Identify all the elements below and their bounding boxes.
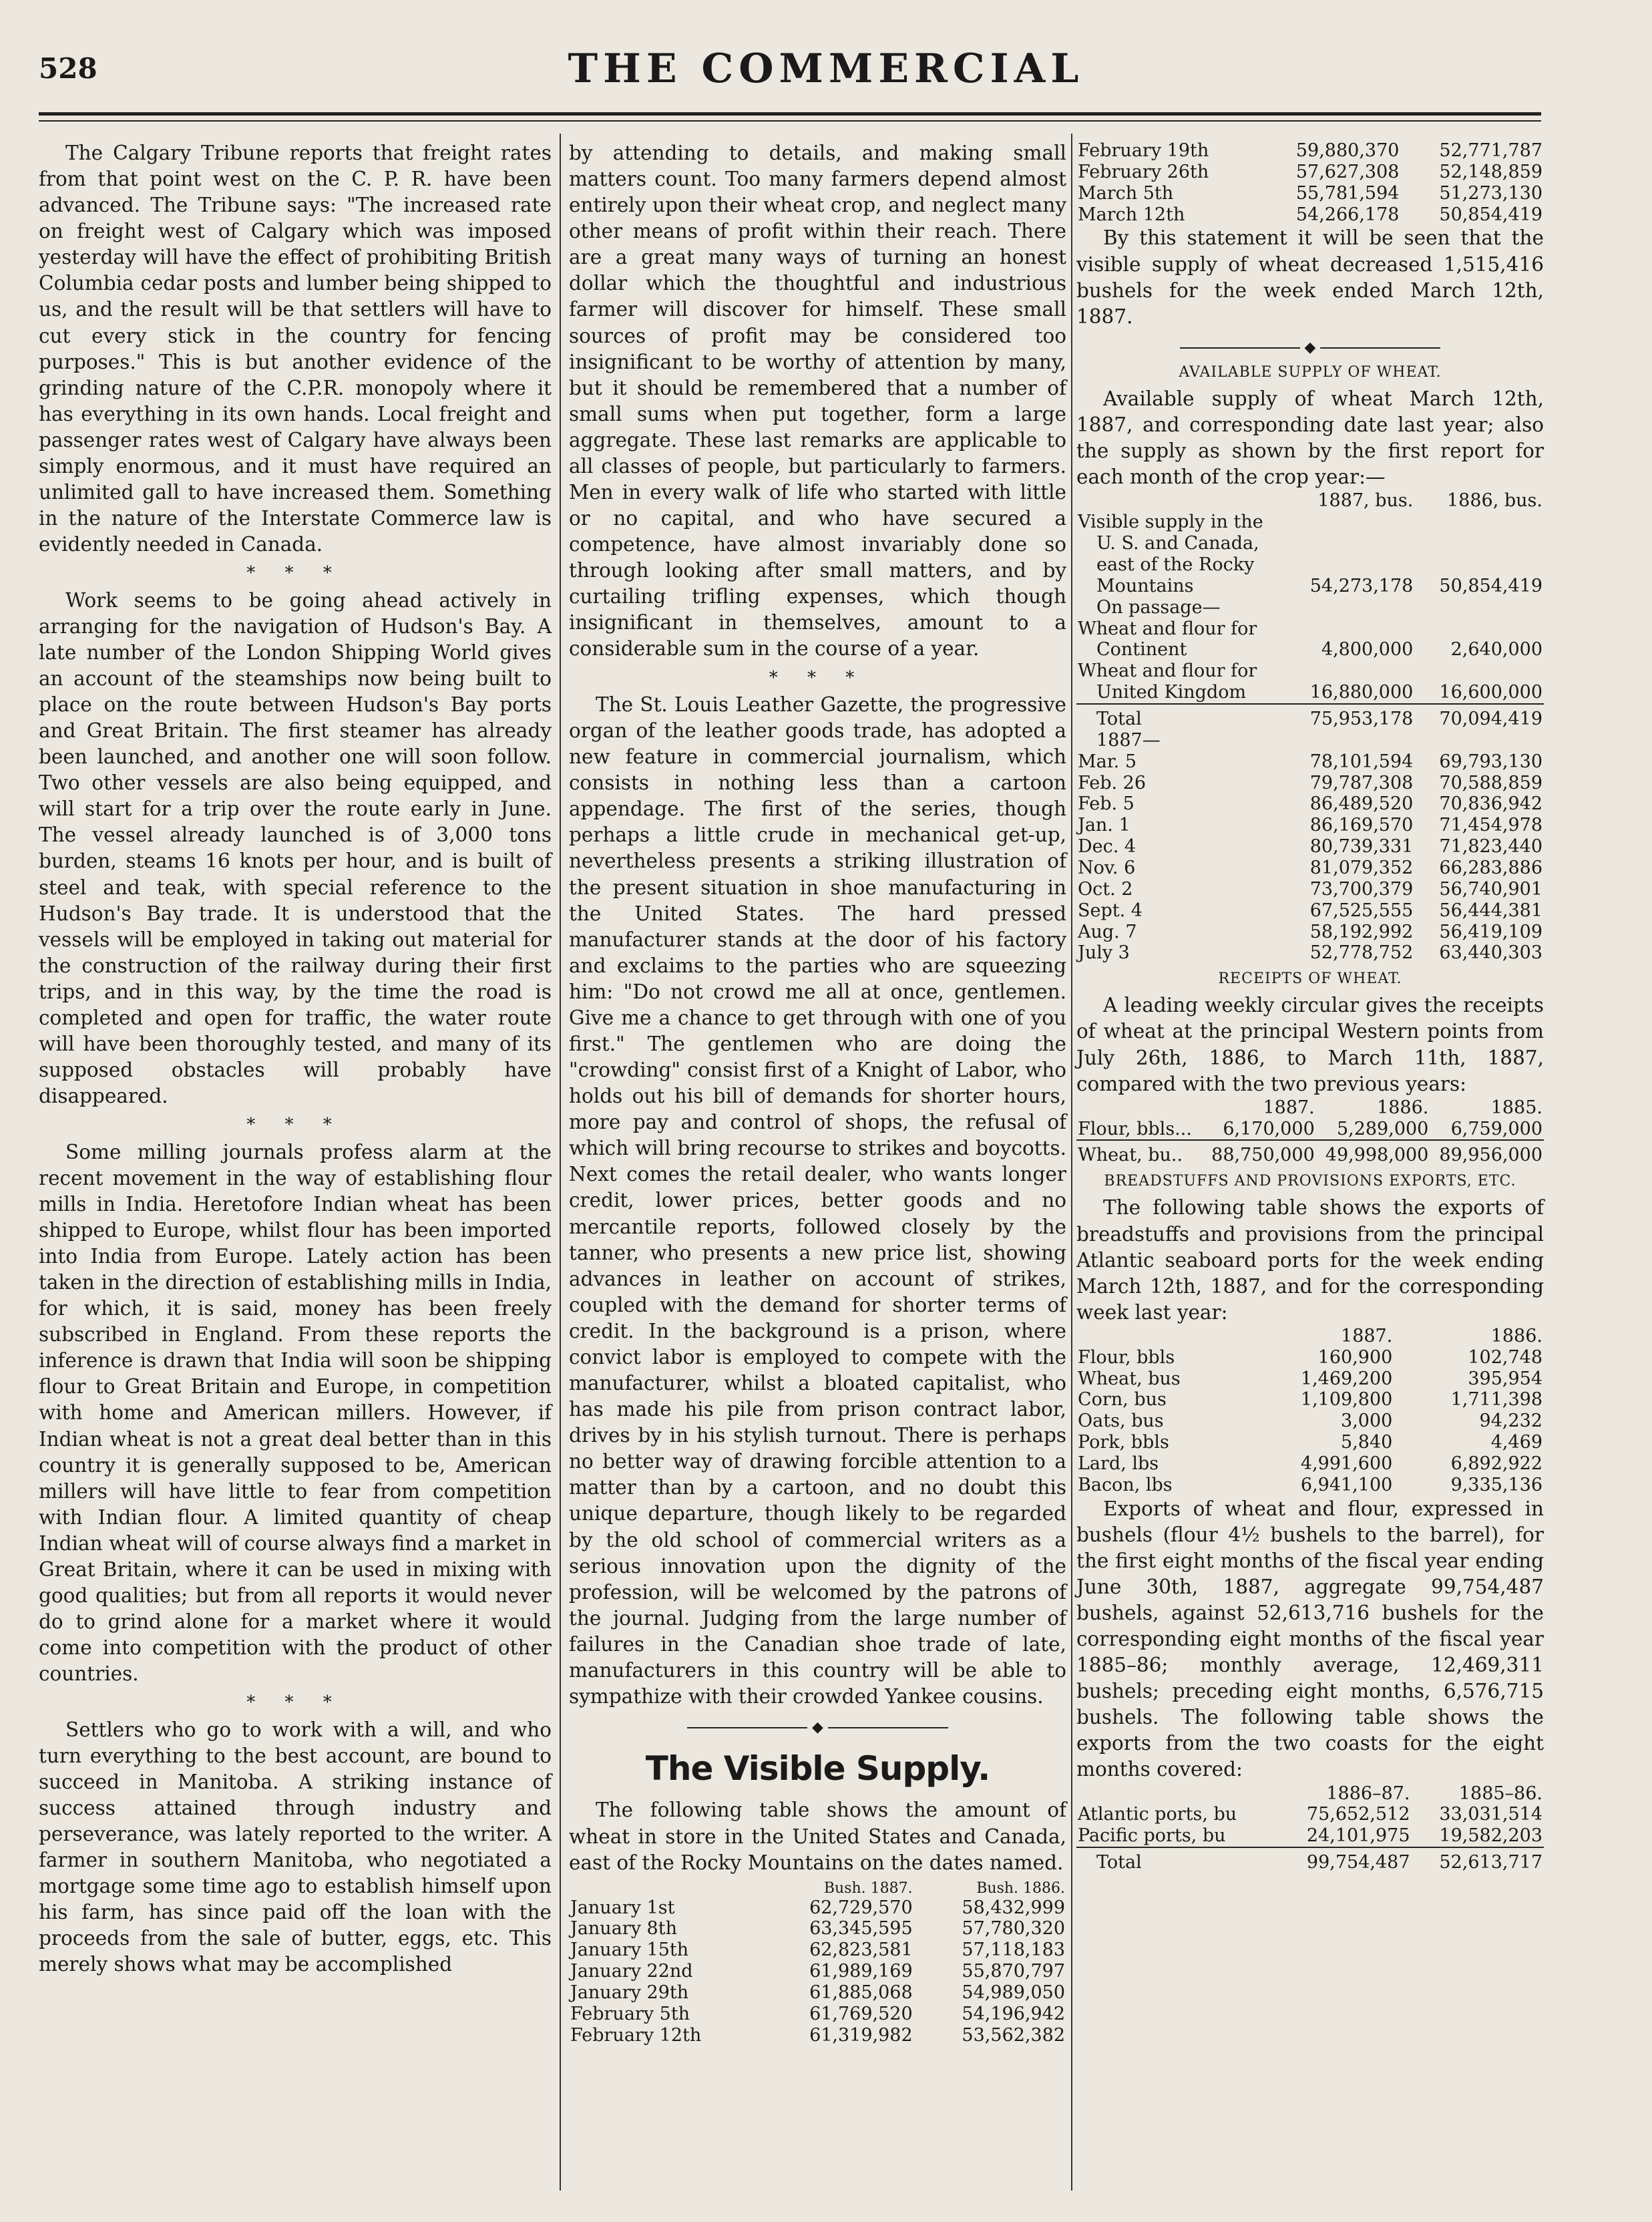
available-supply-table	[1076, 490, 1544, 964]
exports-table	[1076, 1326, 1544, 1496]
table-row	[1076, 879, 1544, 900]
table-row	[1076, 1804, 1544, 1825]
cell-value: 54,266,178	[1295, 204, 1400, 225]
cell-value: 75,652,512	[1306, 1804, 1410, 1825]
column-header: 1886.	[1490, 1325, 1542, 1346]
row-label: Visible supply in the	[1078, 512, 1263, 533]
row-label: Wheat and flour for	[1078, 661, 1257, 682]
cell-value: 66,283,886	[1439, 857, 1542, 878]
row-label: Continent	[1096, 639, 1187, 661]
row-label: February 19th	[1078, 140, 1209, 161]
table-row	[1076, 1453, 1544, 1475]
row-label: Mar. 5	[1078, 751, 1137, 772]
cell-value: 1,711,398	[1450, 1389, 1542, 1411]
table-row	[1076, 858, 1544, 879]
table-row	[1076, 1825, 1544, 1847]
cell-value: 61,769,520	[809, 2003, 913, 2024]
cell-value: 62,729,570	[809, 1897, 913, 1918]
article-hudsons-bay: Work seems to be going ahead actively in arranging for the navigation of Hudson's Bay. A late number of the London Shipping World gives an account of the steamships now being built to place on the route between Hudson's Bay ports and Great Britain. The first steamer has already been launched, and another one will soon follow. Two other vessels are also being equipped, and will start for a trip over the route early in June. The vessel already launched is of 3,000 tons burden, steams 16 knots per hour, and is built of steel and teak, with special reference to the Hudson's Bay trade. It is understood that the vessels will be employed in taking out material for the construction of the railway during their first trips, and in this way, by the time the road is completed and open for traffic, the water route will have been thoroughly tested, and many of its supposed obstacles will probably have disappeared.	[39, 588, 552, 1108]
cell-value: 102,748	[1468, 1346, 1542, 1368]
row-label: Mountains	[1096, 575, 1194, 596]
column-divider-1	[560, 134, 561, 2191]
table-row-total	[1076, 704, 1544, 730]
cell-value: 16,880,000	[1309, 682, 1414, 703]
cell-value: 52,771,787	[1439, 140, 1542, 161]
cell-value: 54,989,050	[962, 1982, 1065, 2004]
column-header: Bush. 1887.	[823, 1879, 913, 1897]
column-divider-2	[1071, 134, 1072, 2191]
available-supply-intro: Available supply of wheat March 12th, 1887, and corresponding date last year; also the supply as shown by the first report for each month of the crop year:—	[1076, 387, 1544, 489]
receipts-heading: RECEIPTS OF WHEAT.	[1218, 970, 1402, 988]
cell-value: 58,192,992	[1309, 921, 1414, 942]
cell-value: 1,469,200	[1300, 1368, 1393, 1389]
table-row	[1076, 162, 1544, 183]
table-row	[1076, 922, 1544, 943]
cell-value: 54,273,178	[1309, 575, 1414, 596]
table-row	[569, 2025, 1066, 2046]
table-row	[1076, 1140, 1544, 1166]
cell-value: 160,900	[1317, 1346, 1393, 1368]
cell-value: 71,454,978	[1439, 815, 1542, 836]
cell-value: 50,854,419	[1439, 204, 1542, 225]
exports-intro: The following table shows the exports of breadstuffs and provisions from the principal Atlantic seaboard ports for the week ending March 12th, 1887, and for the corresponding week last year:	[1076, 1196, 1544, 1324]
visible-supply-summary: By this statement it will be seen that the visible supply of wheat decreased 1,515,416 bushels for the week ended March 12th, 1887.	[1076, 226, 1544, 328]
cell-value: 4,800,000	[1321, 639, 1414, 661]
cell-value: 55,870,797	[962, 1961, 1065, 1982]
cell-value: 99,754,487	[1279, 1847, 1411, 1873]
row-label: Dec. 4	[1078, 836, 1137, 858]
cell-value: 67,525,555	[1309, 900, 1414, 921]
row-label: January 1st	[570, 1897, 675, 1918]
cell-value: 56,444,381	[1439, 900, 1542, 921]
cell-value: 78,101,594	[1309, 751, 1414, 772]
visible-supply-table-continued	[1076, 140, 1544, 225]
cell-value: 52,613,717	[1412, 1847, 1544, 1873]
cell-value: 63,440,303	[1439, 942, 1542, 964]
column-header: 1886.	[1377, 1097, 1429, 1118]
row-label: Feb. 5	[1078, 793, 1134, 815]
cell-value: 70,836,942	[1439, 793, 1542, 815]
cell-value: 52,778,752	[1309, 942, 1414, 964]
row-label: east of the Rocky	[1096, 554, 1255, 575]
cell-value: 57,627,308	[1295, 161, 1400, 182]
column-header: 1887.	[1263, 1097, 1315, 1118]
article-manitoba-settlers: Settlers who go to work with a will, and who turn everything to the best account, are bound to succeed in Manitoba. A striking instance of success attained through industry and perseverance, was lately reported to the writer. A farmer in southern Manitoba, who negotiated a mortgage some time ago to establish himself upon his farm, has since paid off the loan with the proceeds from the sale of butter, eggs, etc. This merely shows what may be accomplished	[39, 1718, 552, 1976]
table-row	[1076, 751, 1544, 773]
exports-heading: BREADSTUFFS AND PROVISIONS EXPORTS, ETC.	[1104, 1173, 1516, 1190]
table-row	[1076, 815, 1544, 836]
cell-value: 58,432,999	[962, 1897, 1065, 1918]
row-label: Feb. 26	[1078, 772, 1147, 793]
receipts-table	[1076, 1097, 1544, 1167]
table-row	[569, 1897, 1066, 1919]
table-row	[1076, 1389, 1544, 1411]
row-label: February 5th	[570, 2003, 690, 2024]
table-row	[1076, 204, 1544, 226]
cell-value: 16,600,000	[1439, 682, 1542, 703]
cell-value: 61,319,982	[809, 2024, 913, 2046]
coast-exports-table	[1076, 1783, 1544, 1873]
cell-value: 5,289,000	[1336, 1118, 1429, 1139]
table-row	[1076, 900, 1544, 922]
row-label: January 29th	[570, 1982, 689, 2004]
row-label: July 3	[1078, 942, 1130, 964]
column-header: 1885.	[1490, 1097, 1542, 1118]
column-header: 1885–86.	[1458, 1783, 1542, 1804]
table-row	[1076, 183, 1544, 204]
article-india-mills: Some milling journals profess alarm at the recent movement in the way of establishing flour mills in India. Heretofore Indian wheat has been shipped to Europe, whilst flour has been imported into India from Europe. Lately action has been taken in the direction of establishing mills in India, for which, it is said, money has been freely subscribed in England. From these reports the inference is drawn that India will soon be shipping flour to Great Britain and Europe, in competition with home and American millers. However, if Indian wheat is not a great deal better than in this country it is generally supposed to be, American millers will have little to fear from competition with Indian flour. A limited quantity of cheap Indian wheat will of course always find a market in Great Britain, where it can be used in mixing with good qualities; but from all reports it would never do to grind alone for a market where it would come into competition with the product of other countries.	[39, 1140, 552, 1686]
cell-value: 62,823,581	[809, 1939, 913, 1961]
cell-value: 50,854,419	[1439, 575, 1542, 596]
cell-value: 49,998,000	[1316, 1140, 1430, 1166]
table-row-total	[1076, 1847, 1544, 1873]
row-label: Wheat, bus	[1078, 1368, 1181, 1389]
cell-value: 2,640,000	[1450, 639, 1542, 661]
masthead-rule-thin	[39, 120, 1541, 122]
cell-value: 59,880,370	[1295, 140, 1400, 161]
cell-value: 63,345,595	[809, 1918, 913, 1939]
cell-value: 61,989,169	[809, 1961, 913, 1982]
cell-value: 80,739,331	[1309, 836, 1414, 858]
cell-value: 57,780,320	[962, 1918, 1065, 1939]
table-row	[1076, 1368, 1544, 1390]
cell-value: 6,759,000	[1450, 1118, 1542, 1139]
cell-value: 94,232	[1479, 1411, 1542, 1432]
row-label: Total	[1076, 1847, 1279, 1873]
available-supply-heading: AVAILABLE SUPPLY OF WHEAT.	[1179, 363, 1442, 381]
cell-value: 395,954	[1468, 1368, 1542, 1389]
column-header: 1887.	[1341, 1325, 1393, 1346]
cell-value: 53,562,382	[962, 2024, 1065, 2046]
table-row	[1076, 793, 1544, 815]
row-label: United Kingdom	[1096, 682, 1247, 703]
column-header: 1887, bus.	[1317, 490, 1414, 512]
section-stars: * * *	[769, 667, 867, 688]
cell-value: 69,793,130	[1439, 751, 1542, 772]
cell-value: 86,489,520	[1309, 793, 1414, 815]
cell-value: 51,273,130	[1439, 182, 1542, 204]
column-3	[1076, 140, 1544, 1873]
cell-value: 86,169,570	[1309, 815, 1414, 836]
table-row	[1076, 1475, 1544, 1496]
cell-value: 54,196,942	[962, 2003, 1065, 2024]
row-label: March 12th	[1078, 204, 1185, 225]
table-row	[1076, 1347, 1544, 1368]
article-manitoba-continued: by attending to details, and making small matters count. Too many farmers depend almost entirely upon their wheat crop, and neglect many other means of profit within their reach. There are a great many ways of turning an honest dollar which the thoughtful and industrious farmer will discover for himself. These small sources of profit may be considered too insignificant to be worthy of attention by many, but it should be remembered that a number of small sums when put together, form a large aggregate. These last remarks are applicable to all classes of people, but particularly to farmers. Men in every walk of life who started with little or no capital, and who have secured a competence, have almost invariably done so through looking after small matters, and by curtailing trifling expenses, which though insignificant in themselves, amount to a considerable sum in the course of a year.	[569, 142, 1066, 661]
cell-value: 52,148,859	[1439, 161, 1542, 182]
table-row	[1076, 682, 1544, 704]
row-label: Flour, bbls	[1078, 1346, 1175, 1368]
row-label: Lard, lbs	[1078, 1453, 1159, 1474]
receipts-intro: A leading weekly circular gives the receipts of wheat at the principal Western points from July 26th, 1886, to March 11th, 1887, compared with the two previous years:	[1076, 994, 1544, 1095]
cell-value: 24,101,975	[1306, 1825, 1410, 1847]
cell-value: 75,953,178	[1285, 704, 1415, 730]
cell-value: 73,700,379	[1309, 878, 1414, 900]
row-label: Jan. 1	[1078, 815, 1130, 836]
row-label: Aug. 7	[1078, 921, 1137, 942]
table-row	[1076, 576, 1544, 597]
cell-value: 5,840	[1341, 1432, 1393, 1453]
article-leather-gazette: The St. Louis Leather Gazette, the progressive organ of the leather goods trade, has adopted a new feature in commercial journalism, which consists in nothing less than a cartoon appendage. The first of the series, though perhaps a little crude in mechanical get-up, nevertheless presents a striking illustration of the present situation in shoe manufacturing in the United States. The hard pressed manufacturer stands at the door of his factory and exclaims to the parties who are squeezing him: "Do not crowd me all at once, gentlemen. Give me a chance to get through with one of you first." The gentlemen who are doing the "crowding" consist first of a Knight of Labor, who holds out his bill of demands for shorter hours, more pay and control of shops, the refusal of which will bring recourse to strikes and boycotts. Next comes the retail dealer, who wants longer credit, lower prices, better goods and no mercantile reports, followed closely by the tanner, who presents a new price list, showing advances in leather on account of strikes, coupled with the demand for shorter terms of credit. In the background is a prison, where convict labor is employed to compete with the manufacturer, whilst a bloated capitalist, who has made his pile from prison contract labor, drives by in his stylish turnout. There is perhaps no better way of drawing forcible attention to a matter than by a cartoon, and no doubt this unique departure, though likely to be regarded by the old school of commercial writers as a serious innovation upon the dignity of the profession, will be welcomed by the patrons of the journal. Judging from the large number of failures in the Canadian shoe trade of late, manufacturers in this country will be able to sympathize with their crowded Yankee cousins.	[569, 693, 1066, 1708]
column-2	[569, 140, 1066, 2046]
table-row	[569, 1982, 1066, 2004]
cell-value: 4,469	[1490, 1432, 1542, 1453]
row-label: U. S. and Canada,	[1096, 533, 1259, 554]
cell-value: 57,118,183	[962, 1939, 1065, 1961]
table-row	[1076, 1432, 1544, 1453]
row-label: Corn, bus	[1078, 1389, 1167, 1411]
section-ornament: ◆	[569, 1718, 1066, 1737]
cell-value: 70,588,859	[1439, 772, 1542, 793]
column-header: Bush. 1886.	[976, 1879, 1065, 1897]
row-label: Oct. 2	[1078, 878, 1133, 900]
table-row	[569, 1918, 1066, 1939]
table-row	[569, 2004, 1066, 2025]
visible-supply-heading: The Visible Supply.	[645, 1749, 990, 1789]
cell-value: 1,109,800	[1300, 1389, 1393, 1411]
cell-value: 19,582,203	[1439, 1825, 1542, 1847]
cell-value: 6,941,100	[1300, 1474, 1393, 1495]
section-ornament: ◆	[1076, 338, 1544, 357]
cell-value: 6,892,922	[1450, 1453, 1542, 1474]
cell-value: 3,000	[1341, 1411, 1393, 1432]
row-label: Total	[1076, 704, 1285, 730]
article-calgary-freight: The Calgary Tribune reports that freight rates from that point west on the C. P. R. have been advanced. The Tribune says: "The increased rate on freight west of Calgary which was imposed yesterday will have the effect of prohibiting British Columbia cedar posts and lumber being shipped to us, and the result will be that settlers will have to cut every stick in the country for fencing purposes." This is but another evidence of the grinding nature of the C.P.R. monopoly where it has everything in its own hands. Local freight and passenger rates west of Calgary have always been simply enormous, and it must have required an unlimited gall to have increased them. Something in the nature of the Interstate Commerce law is evidently needed in Canada.	[39, 142, 552, 556]
cell-value: 81,079,352	[1309, 857, 1414, 878]
row-label: Atlantic ports, bu	[1078, 1804, 1237, 1825]
cell-value: 33,031,514	[1439, 1804, 1542, 1825]
table-row	[1076, 836, 1544, 858]
visible-supply-intro: The following table shows the amount of wheat in store in the United States and Canada, east of the Rocky Mountains on the dates named.	[569, 1799, 1066, 1874]
masthead-rule-thick	[39, 112, 1541, 116]
cell-value: 88,750,000	[1202, 1140, 1316, 1166]
row-label: February 12th	[570, 2024, 702, 2046]
row-label: Nov. 6	[1078, 857, 1136, 878]
cell-value: 56,740,901	[1439, 878, 1542, 900]
table-row	[1076, 773, 1544, 794]
section-stars: * * *	[246, 563, 344, 584]
row-label: Wheat and flour for	[1078, 618, 1257, 639]
row-label: Pacific ports, bu	[1078, 1825, 1226, 1847]
column-header: 1886–87.	[1326, 1783, 1410, 1804]
column-1	[39, 140, 552, 1978]
section-stars: * * *	[246, 1115, 344, 1135]
exports-fiscal-text: Exports of wheat and flour, expressed in bushels (flour 4½ bushels to the barrel), for the first eight months of the fiscal year ending June 30th, 1887, aggregate 99,754,487 bushels, against 52,613,716 bushels for the corresponding eight months of the fiscal year 1885–86; monthly average, 12,469,311 bushels; preceding eight months, 6,576,715 bushels. The following table shows the exports from the two coasts for the eight months covered:	[1076, 1497, 1544, 1781]
table-row	[1076, 942, 1544, 964]
table-row	[1076, 639, 1544, 661]
row-label: Sept. 4	[1078, 900, 1143, 921]
table-row	[1076, 1411, 1544, 1432]
section-stars: * * *	[246, 1692, 344, 1713]
row-label: January 15th	[570, 1939, 689, 1961]
page-number: 528	[39, 52, 97, 85]
column-header: 1886, bus.	[1447, 490, 1542, 512]
cell-value: 89,956,000	[1430, 1140, 1544, 1166]
row-label: March 5th	[1078, 182, 1174, 204]
cell-value: 70,094,419	[1414, 704, 1544, 730]
row-label: Pork, bbls	[1078, 1432, 1169, 1453]
cell-value: 6,170,000	[1223, 1118, 1315, 1139]
table-row	[569, 1939, 1066, 1961]
visible-supply-table	[569, 1880, 1066, 2046]
table-row	[1076, 1119, 1544, 1141]
row-label: Bacon, lbs	[1078, 1474, 1173, 1495]
row-label: January 22nd	[570, 1961, 693, 1982]
row-label: 1887—	[1096, 729, 1161, 751]
masthead: THE COMMERCIAL	[568, 45, 1084, 92]
cell-value: 71,823,440	[1439, 836, 1542, 858]
cell-value: 56,419,109	[1439, 921, 1542, 942]
row-label: February 26th	[1078, 161, 1209, 182]
cell-value: 9,335,136	[1450, 1474, 1542, 1495]
row-label: Wheat, bu..	[1076, 1140, 1202, 1166]
cell-value: 55,781,594	[1295, 182, 1400, 204]
row-label: Flour, bbls...	[1078, 1118, 1192, 1139]
row-label: On passage—	[1096, 596, 1221, 618]
cell-value: 61,885,068	[809, 1982, 913, 2004]
row-label: Oats, bus	[1078, 1411, 1164, 1432]
table-row	[569, 1961, 1066, 1982]
table-row	[1076, 140, 1544, 162]
row-label: January 8th	[570, 1918, 677, 1939]
cell-value: 4,991,600	[1300, 1453, 1393, 1474]
cell-value: 79,787,308	[1309, 772, 1414, 793]
